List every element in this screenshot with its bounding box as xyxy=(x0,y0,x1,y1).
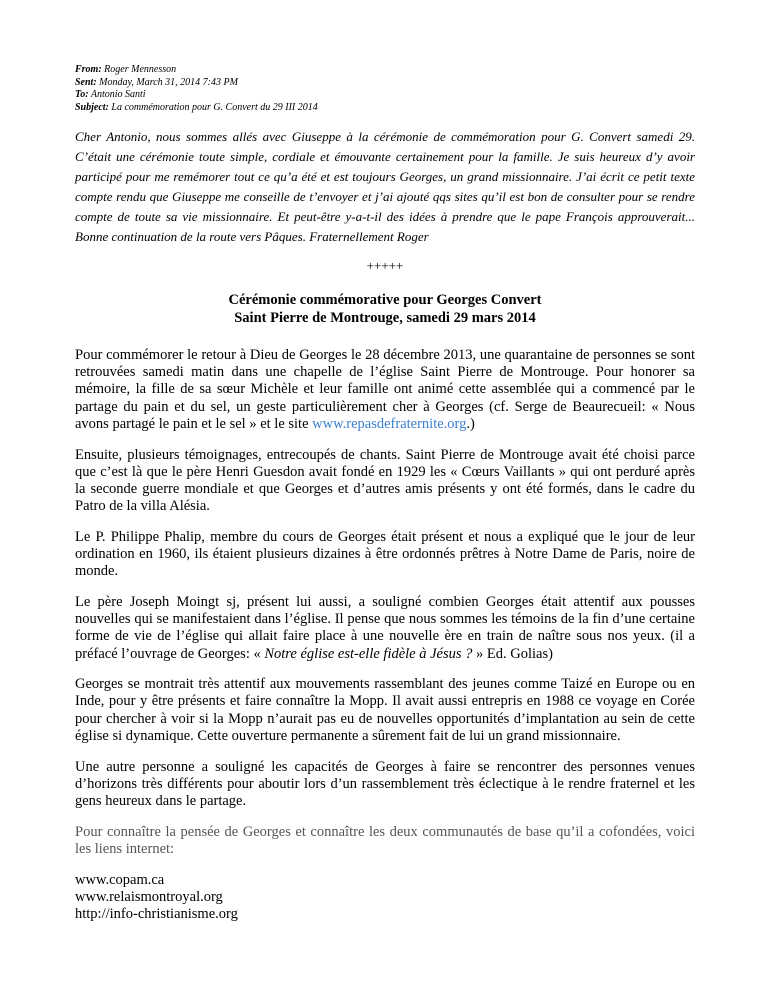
from-row xyxy=(75,64,695,77)
repasdefraternite-link[interactable]: www.repasdefraternite.org xyxy=(312,415,467,432)
link-info-christianisme[interactable]: http://info-christianisme.org xyxy=(75,905,238,922)
sent-row xyxy=(75,77,695,90)
paragraph-4-end: » Ed. Golias) xyxy=(472,645,553,662)
sent-label: Sent: xyxy=(75,76,97,88)
paragraph-1 xyxy=(75,347,695,433)
separator: +++++ xyxy=(366,258,404,273)
sent-value: Monday, March 31, 2014 7:43 PM xyxy=(99,76,238,88)
paragraph-6: Une autre personne a souligné les capacités de Georges à faire se rencontrer des personnes venues d’horizons très différents pour aboutir lors d’un rassemblement très éclectique à le rendre fraternel et les gens heureux dans le partage. xyxy=(75,758,695,809)
from-value: Roger Mennesson xyxy=(104,64,177,75)
title-line-2: Saint Pierre de Montrouge, samedi 29 mars 2014 xyxy=(234,310,536,326)
to-value: Antonio Santi xyxy=(90,89,146,100)
to-row xyxy=(75,89,695,102)
paragraph-7: Pour connaître la pensée de Georges et connaître les deux communautés de base qu’il a cofondées, voici les liens internet: xyxy=(75,823,695,857)
paragraph-1-text: Pour commémorer le retour à Dieu de Georges le 28 décembre 2013, une quarantaine de personnes se sont retrouvées samedi matin dans une chapelle de l’église Saint Pierre de Montrouge. Pour honorer sa mémoire, la fille de sa sœur Michèle et leur famille ont animé cette assemblée qui a commencé par le partage du pain et du sel, un geste particulièrement cher à Georges (cf. Serge de Beaurecueil: « Nous avons partagé le pain et le sel » et le site xyxy=(75,347,695,432)
links-list xyxy=(75,872,695,924)
subject-row xyxy=(75,102,695,115)
paragraph-1-end: .) xyxy=(466,415,475,432)
email-header xyxy=(75,64,695,114)
to-label: To: xyxy=(75,89,89,100)
paragraph-4 xyxy=(75,594,695,663)
paragraph-3: Le P. Philippe Phalip, membre du cours de Georges était présent et nous a expliqué que le jour de leur ordination en 1960, ils étaient plusieurs dizaines à être ordonnés prêtres à Notre Dame de Paris, noire de monde. xyxy=(75,528,695,580)
book-title: Notre église est-elle fidèle à Jésus ? xyxy=(264,645,473,662)
link-relaismontroyal[interactable]: www.relaismontroyal.org xyxy=(75,888,223,905)
title-line-1: Cérémonie commémorative pour Georges Convert xyxy=(228,292,542,308)
paragraph-2: Ensuite, plusieurs témoignages, entrecoupés de chants. Saint Pierre de Montrouge avait été choisi parce que c’est là que le père Henri Guesdon avait fondé en 1929 les « Cœurs Vaillants » qui ont perduré après la seconde guerre mondiale et que Georges et d’autres amis présents y ont été formés, dans le cadre du Patro de la villa Alésia. xyxy=(75,446,695,515)
document-body xyxy=(75,347,695,923)
document-title xyxy=(75,291,695,327)
from-label: From: xyxy=(75,64,102,75)
paragraph-5: Georges se montrait très attentif aux mouvements rassemblant des jeunes comme Taizé en Europe ou en Inde, pour y être présents et faire connaître la Mopp. Il avait aussi entrepris en 1988 ce voyage en Corée pour chercher à voir si la Mopp n’aurait pas eu de nouvelles opportunités d’implantation au sein de cette église si dynamique. Cette ouverture permanente a sûrement fait de lui un grand missionnaire. xyxy=(75,676,695,744)
intro-message: Cher Antonio, nous sommes allés avec Giuseppe à la cérémonie de commémoration pour G. Convert samedi 29. C’était une cérémonie toute simple, cordiale et émouvante certainement pour la famille. Je suis heureux d’y avoir participé pour me remémorer tout ce qu’a été et est toujours Georges, un grand missionnaire. J’ai écrit ce petit texte compte rendu que Giuseppe me conseille de t’envoyer et j’ai ajouté qqs sites qu’il est bon de consulter pour se rendre compte de toute sa vie missionnaire. Et peut-être y-a-t-il des idées à prendre que le pape François approuverait... Bonne continuation de la route vers Pâques. Fraternellement Roger xyxy=(75,129,695,244)
subject-value: La commémoration pour G. Convert du 29 III 2014 xyxy=(111,101,318,113)
subject-label: Subject: xyxy=(75,101,109,113)
paragraph-4-text: Le père Joseph Moingt sj, présent lui aussi, a souligné combien Georges était attentif aux pousses nouvelles qui se manifestaient dans l’église. Il pense que nous sommes les témoins de la fin d’une certaine forme de vie de l’église qui allait faire place à une nouvelle ère en train de naître sous nos yeux. (il a préfacé l’ouvrage de Georges: « xyxy=(75,593,695,662)
link-copam[interactable]: www.copam.ca xyxy=(75,871,165,888)
